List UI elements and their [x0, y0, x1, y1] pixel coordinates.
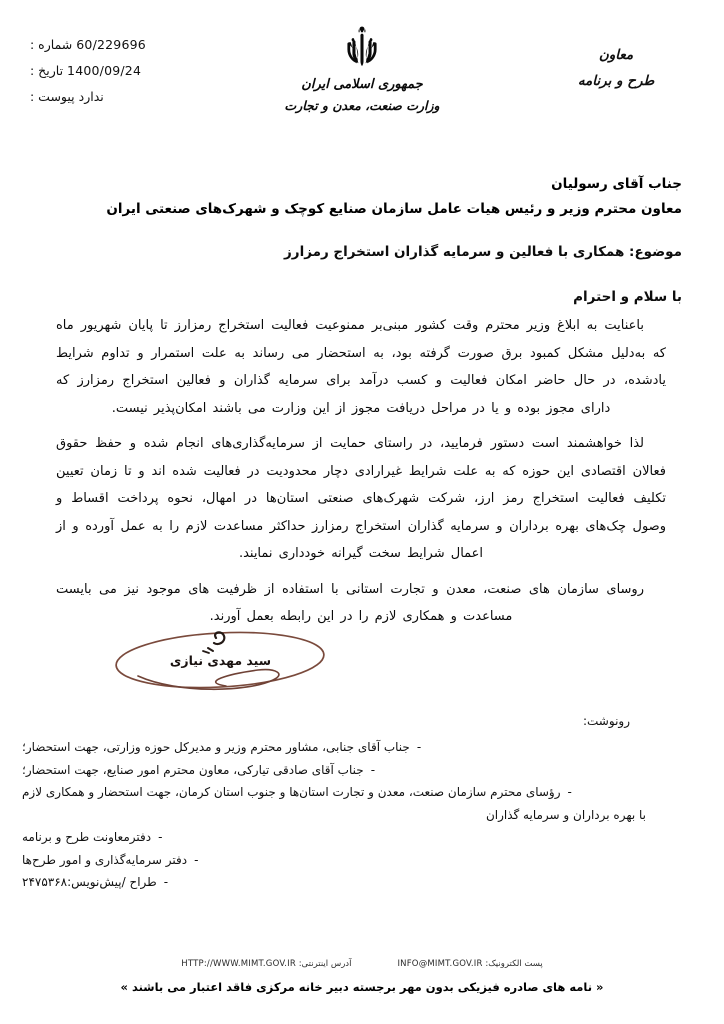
cc-bullet-dash: - [370, 762, 376, 777]
cc-list [22, 736, 682, 894]
letter-attachment-value: ندارد [78, 89, 104, 104]
ministry-name: وزارت صنعت، معدن و تجارت [284, 98, 440, 113]
addressee-block [42, 172, 682, 222]
footer-website-label: آدرس اینترنتی: [298, 959, 352, 969]
footer-validity-note: « نامه های صادره فیزیکی بدون مهر برجسته دبیر خانه مرکزی فاقد اعتبار می باشند » [120, 980, 604, 994]
letter-greeting: با سلام و احترام [573, 289, 682, 305]
meta-row-number [30, 32, 250, 58]
letter-number-value: 60/229696 [76, 37, 146, 52]
letter-date-value: 1400/09/24 [67, 63, 142, 78]
meta-row-date [30, 58, 250, 84]
organization-identity [237, 22, 487, 116]
department-title-line2: طرح و برنامه [577, 73, 655, 89]
cc-list-item [22, 759, 682, 782]
signature-block [108, 624, 333, 699]
cc-bullet-dash: - [194, 852, 199, 867]
letter-body [56, 312, 666, 631]
cc-item-text: رؤسای محترم سازمان صنعت، معدن و تجارت استان‌ها و جنوب استان کرمان، جهت استحضار و همکاری لازم [22, 785, 561, 799]
cc-list-item [22, 826, 682, 849]
cc-bullet-dash: - [163, 875, 169, 889]
cc-item-text: جناب آقای صادقی تیارکی، معاون محترم امور صنایع، جهت استحضار؛ [22, 762, 364, 777]
department-title-block [536, 42, 696, 94]
cc-list-item [22, 849, 682, 872]
cc-item-text: دفترمعاونت طرح و برنامه [22, 830, 152, 844]
iran-national-emblem-icon [340, 24, 384, 71]
letterhead [0, 22, 724, 147]
cc-bullet-dash: - [567, 785, 572, 799]
cc-title: رونوشت: [582, 714, 630, 728]
letter-attachment-label: پیوست : [30, 89, 75, 104]
signatory-name: سید مهدی نیازی [169, 653, 272, 668]
addressee-title: معاون محترم وزیر و رئیس هیات عامل سازمان صنایع کوچک و شهرک‌های صنعتی ایران [106, 201, 682, 217]
meta-row-attachment [30, 84, 250, 110]
cc-item-text: دفتر سرمایه‌گذاری و امور طرح‌ها [22, 852, 188, 867]
cc-bullet-dash: - [158, 830, 163, 844]
addressee-name: جناب آقای رسولیان [551, 176, 682, 192]
footer-website [181, 957, 351, 972]
cc-item-continuation: با بهره برداران و سرمایه گذاران [485, 807, 646, 822]
draft-number-text: طراح /پیش‌نویس:۲۴۷۵۳۶۸ [22, 875, 157, 889]
department-title-line1: معاون [598, 47, 634, 63]
body-paragraph-2: لذا خواهشمند است دستور فرمایید، در راستای حمایت از سرمایه‌گذاری‌های انجام شده و حفظ حقوق فعالان اقتصادی این حوزه که به علت شرایط غیرارادی دچار محدودیت در فعالیت شده اند و تا زمان تعیین تکلیف فعالیت استخراج رمز ارز، شرکت شهرک‌های صنعتی استان‌ها در امهال، نحوه پرداخت اقساط و وصول چک‌های بهره برداران و سرمایه گذاران استخراج رمزارز حداکثر مساعدت لازم را به عمل آورده و از اعمال شرایط سخت گیرانه خودداری نمایند. [56, 436, 666, 561]
body-paragraph-1: باعنایت به ابلاغ وزیر محترم وقت کشور مبنی‌بر ممنوعیت فعالیت استخراج رمزارز تا پایان شهریور ماه که بەدلیل مشکل کمبود برق صورت گرفته بود، به استحضار می رساند به علت استمرار و تداوم شرایط یادشده، در حال حاضر امکان فعالیت و کسب درآمد برای سرمایه گذاران و فعالین استخراج رمزارز که دارای مجوز بوده و یا در مراحل دریافت مجوز از این وزارت می باشند امکان‌پذیر نیست. [56, 318, 666, 416]
letter-date-label: تاریخ : [30, 63, 64, 78]
letter-number-label: شماره : [30, 37, 73, 52]
carbon-copy-block [22, 710, 682, 894]
page-footer [0, 957, 724, 996]
letter-subject: موضوع: همکاری با فعالین و سرمایه گذاران استخراج رمزارز [284, 244, 682, 260]
cc-item-text: جناب آقای جنابی، مشاور محترم وزیر و مدیرکل حوزه وزارتی، جهت استحضار؛ [22, 740, 410, 754]
letter-meta-block [30, 32, 250, 110]
footer-website-value[interactable]: HTTP://WWW.MIMT.GOV.IR [181, 959, 296, 969]
footer-email-value[interactable]: INFO@MIMT.GOV.IR [397, 959, 483, 969]
footer-email-label: پست الکترونیک: [485, 959, 543, 969]
cc-list-item [22, 781, 682, 804]
body-paragraph-3: روسای سازمان های صنعت، معدن و تجارت استانی با استفاده از ظرفیت های موجود نیز می بایست مساعدت و همکاری لازم را در این رابطه بعمل آورند. [56, 581, 644, 624]
organization-name: جمهوری اسلامی ایران [301, 77, 423, 92]
footer-email [397, 957, 542, 972]
footer-contacts [0, 957, 724, 972]
cc-list-item-draft-number [22, 871, 682, 894]
cc-bullet-dash: - [416, 740, 422, 754]
cc-list-item [22, 736, 682, 759]
